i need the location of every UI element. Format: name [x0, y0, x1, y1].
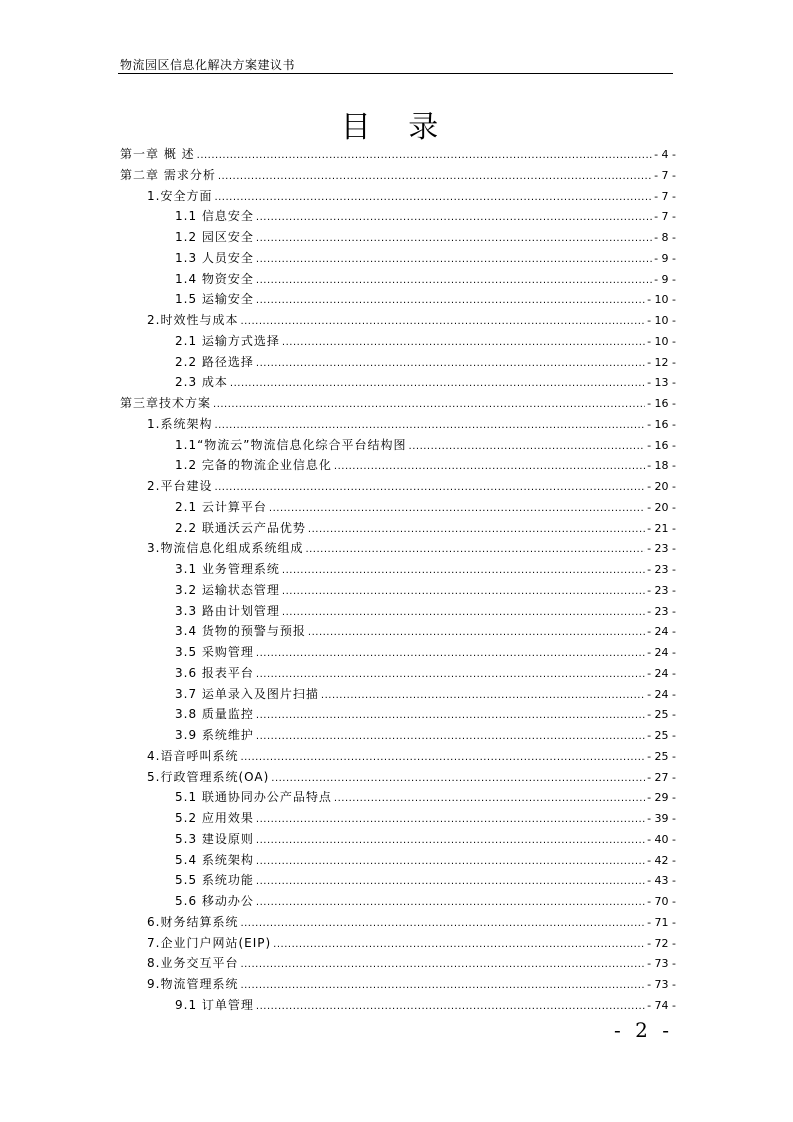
- toc-entry-label: 1.2 园区安全: [175, 230, 254, 244]
- toc-dot-leader: [273, 935, 645, 956]
- toc-entry-page: - 73 -: [647, 957, 676, 971]
- toc-entry-page: - 10 -: [647, 293, 676, 307]
- toc-entry[interactable]: [120, 891, 676, 912]
- toc-dot-leader: [256, 727, 645, 748]
- toc-entry-label: 1.2 完备的物流企业信息化: [175, 458, 332, 473]
- toc-entry-label: 5.行政管理系统(OA): [147, 769, 270, 784]
- toc-dot-leader: [256, 810, 645, 831]
- toc-dot-leader: [256, 831, 645, 852]
- toc-entry-label: 5.1 联通协同办公产品特点: [175, 790, 332, 805]
- toc-entry-label: 1.1“物流云”物流信息化综合平台结构图: [175, 437, 407, 452]
- toc-entry-page: - 43 -: [647, 874, 676, 888]
- toc-entry[interactable]: [120, 372, 676, 393]
- toc-entry-page: - 25 -: [647, 708, 676, 722]
- toc-dot-leader: [334, 789, 645, 810]
- toc-entry-page: - 12 -: [647, 355, 676, 369]
- toc-dot-leader: [256, 291, 645, 312]
- toc-entry-page: - 10 -: [647, 314, 676, 327]
- toc-entry[interactable]: [120, 829, 676, 850]
- toc-dot-leader: [218, 167, 652, 188]
- toc-entry[interactable]: [120, 476, 676, 497]
- toc-entry[interactable]: [120, 642, 676, 663]
- toc-entry[interactable]: [120, 518, 676, 539]
- toc-dot-leader: [282, 582, 645, 603]
- toc-dot-leader: [256, 208, 652, 229]
- toc-entry[interactable]: [120, 663, 676, 684]
- toc-entry-page: - 27 -: [647, 770, 676, 784]
- toc-entry-page: - 7 -: [654, 189, 676, 203]
- toc-entry-page: - 21 -: [647, 521, 676, 535]
- toc-entry[interactable]: [120, 538, 676, 559]
- toc-entry-label: 7.企业门户网站(EIP): [147, 935, 272, 950]
- toc-entry-page: - 10 -: [647, 334, 676, 348]
- toc-dot-leader: [308, 623, 645, 644]
- toc-entry-label: 2.3 成本: [175, 375, 228, 390]
- toc-entry[interactable]: [120, 227, 676, 248]
- toc-dot-leader: [308, 520, 645, 541]
- toc-entry[interactable]: [120, 746, 676, 767]
- toc-title: 目 录: [340, 110, 453, 145]
- toc-entry-label: 4.语音呼叫系统: [147, 748, 239, 763]
- toc-entry-label: 2.1 运输方式选择: [175, 333, 280, 348]
- toc-entry[interactable]: [120, 331, 676, 352]
- page-number: - 2 -: [614, 1018, 673, 1042]
- toc-dot-leader: [256, 706, 645, 727]
- toc-entry[interactable]: [120, 289, 676, 310]
- running-header: 物流园区信息化解决方案建议书: [120, 58, 296, 72]
- toc-entry-page: - 16 -: [647, 438, 676, 452]
- toc-dot-leader: [321, 686, 645, 707]
- toc-dot-leader: [256, 229, 652, 250]
- table-of-contents: [120, 144, 676, 1016]
- toc-entry-label: 1.1 信息安全: [175, 209, 254, 224]
- toc-entry-label: 3.1 业务管理系统: [175, 562, 280, 576]
- toc-entry-page: - 24 -: [647, 666, 676, 680]
- toc-entry[interactable]: [120, 455, 676, 476]
- toc-dot-leader: [256, 271, 652, 292]
- toc-dot-leader: [282, 333, 645, 354]
- toc-entry-page: - 39 -: [647, 812, 676, 825]
- toc-entry[interactable]: [120, 414, 676, 435]
- toc-dot-leader: [256, 852, 645, 873]
- toc-entry[interactable]: [120, 912, 676, 933]
- toc-entry-label: 2.2 联通沃云产品优势: [175, 520, 306, 535]
- toc-dot-leader: [214, 188, 652, 209]
- toc-entry-page: - 24 -: [647, 646, 676, 659]
- toc-entry[interactable]: [120, 684, 676, 705]
- toc-entry-label: 2.时效性与成本: [147, 313, 239, 327]
- toc-entry-page: - 74 -: [647, 998, 676, 1012]
- toc-entry[interactable]: [120, 601, 676, 622]
- toc-dot-leader: [197, 146, 652, 167]
- toc-dot-leader: [240, 914, 645, 935]
- toc-entry-page: - 9 -: [654, 251, 676, 265]
- toc-dot-leader: [271, 769, 645, 790]
- toc-dot-leader: [214, 416, 645, 437]
- toc-entry-page: - 24 -: [647, 625, 676, 639]
- toc-entry[interactable]: [120, 621, 676, 642]
- toc-entry[interactable]: [120, 144, 676, 165]
- toc-dot-leader: [256, 997, 645, 1018]
- toc-entry-page: - 16 -: [647, 417, 676, 431]
- toc-entry-page: - 9 -: [654, 272, 676, 286]
- toc-entry[interactable]: [120, 248, 676, 269]
- toc-entry[interactable]: [120, 352, 676, 373]
- toc-entry[interactable]: [120, 269, 676, 290]
- toc-entry-page: - 18 -: [647, 459, 676, 473]
- toc-entry[interactable]: [120, 559, 676, 580]
- toc-entry[interactable]: [120, 435, 676, 456]
- toc-dot-leader: [334, 457, 645, 478]
- toc-entry-page: - 42 -: [647, 853, 676, 867]
- toc-entry-page: - 16 -: [647, 397, 676, 410]
- toc-entry[interactable]: [120, 165, 676, 186]
- toc-entry-label: 第一章 概 述: [120, 147, 195, 161]
- toc-entry-page: - 20 -: [647, 500, 676, 514]
- toc-dot-leader: [256, 665, 645, 686]
- toc-entry-page: - 23 -: [647, 542, 676, 556]
- toc-dot-leader: [409, 437, 646, 458]
- toc-entry-label: 1.5 运输安全: [175, 292, 254, 307]
- toc-entry-page: - 71 -: [647, 915, 676, 929]
- toc-entry-page: - 23 -: [647, 604, 676, 618]
- toc-entry[interactable]: [120, 787, 676, 808]
- toc-dot-leader: [240, 312, 645, 333]
- toc-entry-page: - 13 -: [647, 376, 676, 390]
- toc-entry-label: 1.4 物资安全: [175, 271, 254, 286]
- toc-dot-leader: [269, 499, 645, 520]
- toc-dot-leader: [214, 478, 645, 499]
- toc-dot-leader: [256, 893, 645, 914]
- toc-entry-label: 3.9 系统维护: [175, 728, 254, 742]
- toc-entry-label: 2.平台建设: [147, 479, 213, 493]
- toc-entry[interactable]: [120, 850, 676, 871]
- toc-entry-page: - 7 -: [654, 168, 676, 182]
- toc-entry-page: - 24 -: [647, 687, 676, 701]
- toc-entry-label: 6.财务结算系统: [147, 914, 239, 929]
- toc-entry-label: 8.业务交互平台: [147, 956, 239, 971]
- toc-entry-label: 第二章 需求分析: [120, 167, 216, 182]
- toc-entry[interactable]: [120, 808, 676, 829]
- toc-entry-label: 1.安全方面: [147, 188, 213, 203]
- toc-dot-leader: [256, 250, 652, 271]
- toc-entry-label: 9.1 订单管理: [175, 997, 254, 1012]
- toc-entry-label: 5.2 应用效果: [175, 811, 254, 825]
- toc-entry-label: 3.3 路由计划管理: [175, 603, 280, 618]
- toc-entry-label: 3.物流信息化组成系统组成: [147, 541, 304, 556]
- toc-entry-page: - 29 -: [647, 791, 676, 805]
- toc-entry-label: 第三章技术方案: [120, 396, 212, 410]
- toc-entry[interactable]: [120, 310, 676, 331]
- toc-entry-page: - 23 -: [647, 563, 676, 576]
- toc-entry-label: 2.1 云计算平台: [175, 499, 267, 514]
- toc-entry[interactable]: [120, 704, 676, 725]
- toc-entry-label: 3.6 报表平台: [175, 665, 254, 680]
- toc-entry-label: 3.2 运输状态管理: [175, 582, 280, 597]
- toc-dot-leader: [230, 374, 645, 395]
- toc-entry-page: - 20 -: [647, 480, 676, 493]
- toc-entry-label: 1.3 人员安全: [175, 250, 254, 265]
- toc-entry[interactable]: [120, 725, 676, 746]
- toc-entry[interactable]: [120, 497, 676, 518]
- toc-entry-label: 9.物流管理系统: [147, 977, 239, 991]
- toc-entry[interactable]: [120, 767, 676, 788]
- toc-entry-label: 5.4 系统架构: [175, 852, 254, 867]
- toc-entry-page: - 23 -: [647, 583, 676, 597]
- toc-entry-label: 3.7 运单录入及图片扫描: [175, 686, 319, 701]
- toc-entry-label: 5.6 移动办公: [175, 894, 254, 908]
- toc-entry[interactable]: [120, 186, 676, 207]
- toc-dot-leader: [213, 395, 645, 416]
- toc-entry-page: - 72 -: [647, 936, 676, 950]
- toc-entry-page: - 4 -: [654, 148, 676, 161]
- toc-entry[interactable]: [120, 870, 676, 891]
- toc-entry[interactable]: [120, 974, 676, 995]
- toc-entry-label: 2.2 路径选择: [175, 354, 254, 369]
- toc-entry[interactable]: [120, 393, 676, 414]
- toc-dot-leader: [305, 540, 645, 561]
- toc-dot-leader: [256, 354, 645, 375]
- toc-entry-label: 3.4 货物的预警与预报: [175, 624, 306, 639]
- toc-entry-label: 1.系统架构: [147, 416, 213, 431]
- toc-dot-leader: [240, 976, 645, 997]
- toc-entry-label: 5.3 建设原则: [175, 831, 254, 846]
- toc-entry-label: 5.5 系统功能: [175, 873, 254, 888]
- toc-dot-leader: [240, 748, 645, 769]
- toc-entry-page: - 7 -: [654, 210, 676, 224]
- toc-entry[interactable]: [120, 933, 676, 954]
- toc-dot-leader: [256, 872, 645, 893]
- toc-entry[interactable]: [120, 206, 676, 227]
- toc-entry-page: - 70 -: [647, 895, 676, 908]
- toc-entry-page: - 25 -: [647, 749, 676, 763]
- toc-entry-page: - 73 -: [647, 978, 676, 991]
- toc-entry-page: - 40 -: [647, 832, 676, 846]
- toc-entry[interactable]: [120, 953, 676, 974]
- toc-entry-label: 3.5 采购管理: [175, 645, 254, 659]
- toc-dot-leader: [240, 955, 645, 976]
- toc-entry-page: - 25 -: [647, 729, 676, 742]
- toc-dot-leader: [282, 603, 645, 624]
- toc-entry-label: 3.8 质量监控: [175, 707, 254, 722]
- header-divider: [118, 73, 673, 74]
- toc-entry[interactable]: [120, 580, 676, 601]
- toc-entry-page: - 8 -: [654, 231, 676, 244]
- toc-dot-leader: [256, 644, 645, 665]
- toc-entry[interactable]: [120, 995, 676, 1016]
- toc-dot-leader: [282, 561, 645, 582]
